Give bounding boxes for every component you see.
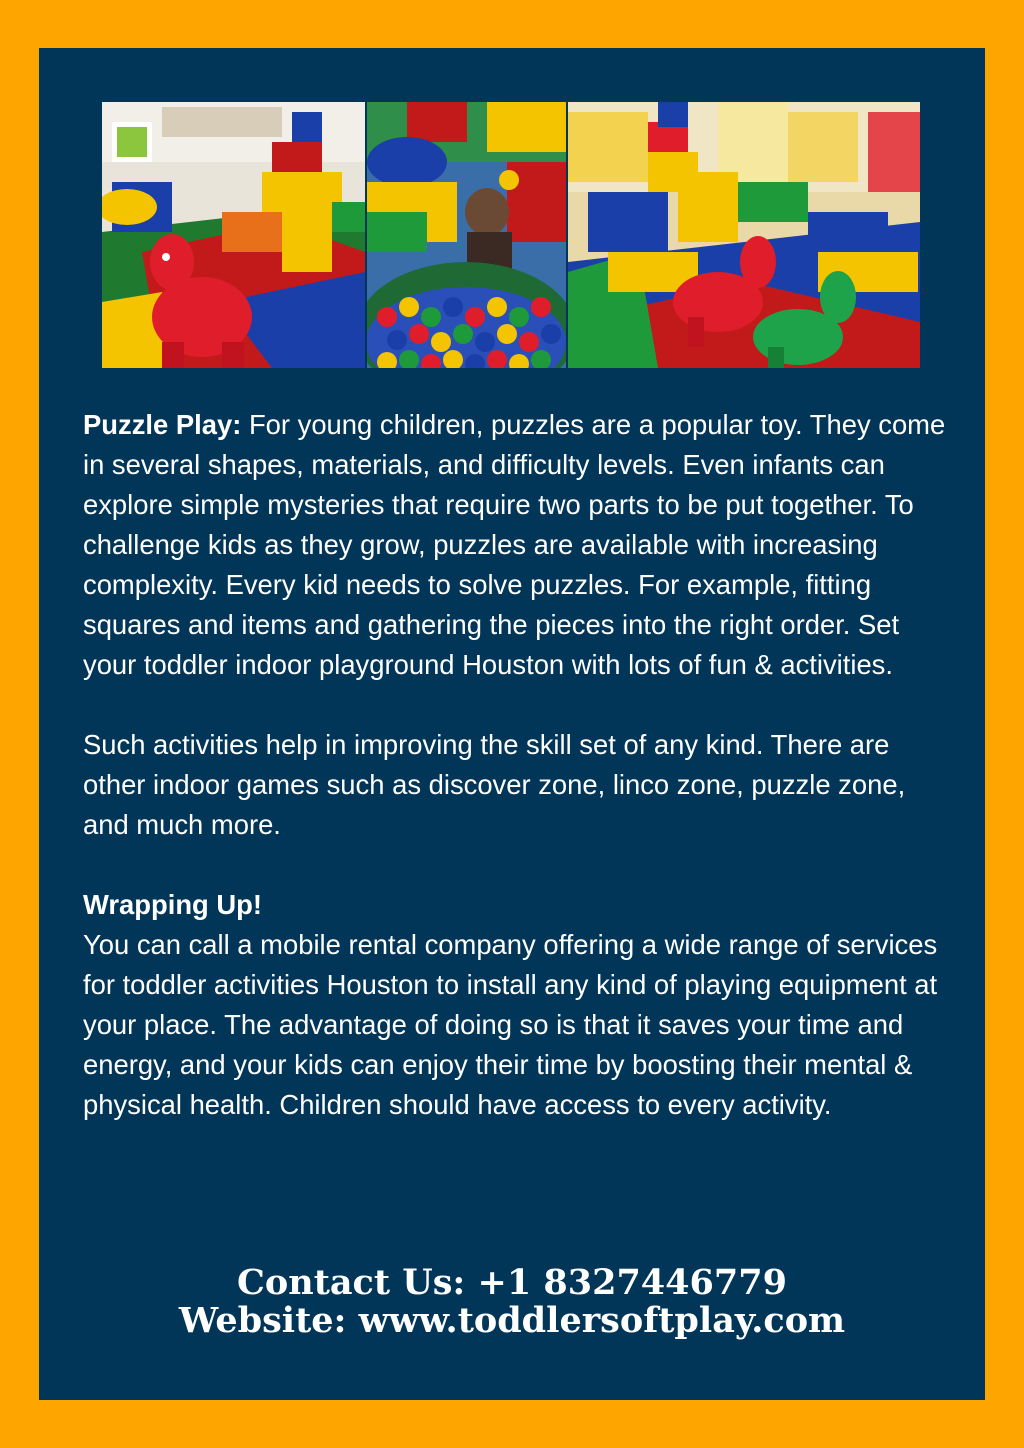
play-structure-photo xyxy=(568,102,920,368)
contact-block xyxy=(39,1264,985,1340)
contact-phone: Contact Us: +1 8327446779 xyxy=(237,1262,787,1303)
article-body xyxy=(83,405,953,1125)
activities-paragraph: Such activities help in improving the skill set of any kind. There are other indoor games such as discover zone, linco zone, puzzle zone, and much more. xyxy=(83,729,906,840)
wrapping-up-paragraph: You can call a mobile rental company offering a wide range of services for toddler activities Houston to install any kind of playing equipment at your place. The advantage of doing so is that it saves your time and energy, and your kids can enjoy their time by boosting their mental & physical health. Children should have access to every activity. xyxy=(83,929,938,1120)
soft-play-room-photo xyxy=(102,102,365,368)
contact-website: Website: www.toddlersoftplay.com xyxy=(178,1300,846,1341)
photo-collage xyxy=(102,102,920,368)
ball-pit-toddler-photo xyxy=(367,102,566,368)
puzzle-play-text: For young children, puzzles are a popular toy. They come in several shapes, materials, and difficulty levels. Even infants can explore simple mysteries that require two parts to be put together. To challenge kids as they grow, puzzles are available with increasing complexity. Every kid needs to solve puzzles. For example, fitting squares and items and gathering the pieces into the right order. Set your toddler indoor playground Houston with lots of fun & activities. xyxy=(83,409,946,680)
puzzle-play-heading: Puzzle Play: xyxy=(83,409,242,440)
content-panel xyxy=(39,48,985,1400)
wrapping-up-heading: Wrapping Up! xyxy=(83,889,263,920)
puzzle-play-paragraph xyxy=(83,405,953,685)
